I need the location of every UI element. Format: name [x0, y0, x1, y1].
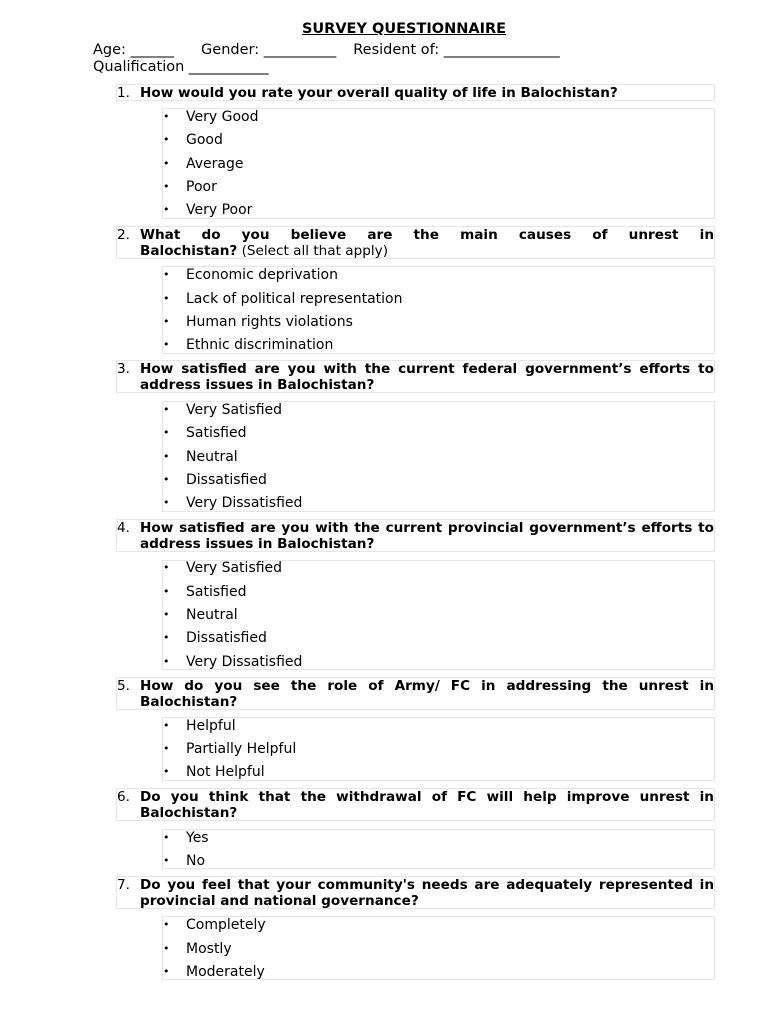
- option-label: Very Satisfied: [186, 560, 283, 576]
- bullet-icon: •: [163, 719, 170, 732]
- qualification-field[interactable]: Qualification ___________: [93, 59, 269, 75]
- bullet-icon: •: [163, 496, 170, 509]
- question-2: [116, 226, 715, 259]
- bullet-icon: •: [163, 268, 170, 281]
- question-text: What do you believe are the main causes of unrest in Balochistan? (Select all that apply): [140, 227, 714, 259]
- options-3: [162, 401, 715, 512]
- question-5: [116, 677, 715, 710]
- options-5: [162, 717, 715, 781]
- question-number: 2.: [117, 227, 130, 243]
- question-text: How satisfied are you with the current provincial government’s efforts to address issues in Balochistan?: [140, 520, 714, 552]
- question-number: 4.: [117, 520, 130, 536]
- document-title: SURVEY QUESTIONNAIRE: [301, 21, 507, 37]
- option-label: Very Poor: [186, 202, 253, 218]
- question-3: [116, 360, 715, 393]
- question-text: Do you feel that your community's needs are adequately represented in provincial and national governance?: [140, 877, 714, 909]
- question-number: 6.: [117, 789, 130, 805]
- bullet-icon: •: [163, 561, 170, 574]
- option-label: Neutral: [186, 449, 238, 465]
- option-label: Completely: [186, 917, 266, 933]
- option-label: Dissatisfied: [186, 630, 267, 646]
- option-label: Very Good: [186, 109, 259, 125]
- option-label: Helpful: [186, 718, 236, 734]
- option-label: Satisfied: [186, 584, 247, 600]
- option-label: Lack of political representation: [186, 291, 403, 307]
- age-field[interactable]: Age: ______: [93, 42, 175, 58]
- bullet-icon: •: [163, 338, 170, 351]
- option-label: Very Dissatisfied: [186, 495, 303, 511]
- question-6: [116, 788, 715, 821]
- option-label: Human rights violations: [186, 314, 353, 330]
- bullet-icon: •: [163, 918, 170, 931]
- bullet-icon: •: [163, 403, 170, 416]
- bullet-icon: •: [163, 942, 170, 955]
- bullet-icon: •: [163, 292, 170, 305]
- question-text: Do you think that the withdrawal of FC will help improve unrest in Balochistan?: [140, 789, 714, 821]
- bullet-icon: •: [163, 854, 170, 867]
- bullet-icon: •: [163, 965, 170, 978]
- question-7: [116, 876, 715, 909]
- option-label: Average: [186, 156, 244, 172]
- question-number: 1.: [117, 85, 130, 101]
- bullet-icon: •: [163, 450, 170, 463]
- bullet-icon: •: [163, 655, 170, 668]
- question-4: [116, 519, 715, 552]
- bullet-icon: •: [163, 473, 170, 486]
- option-label: Partially Helpful: [186, 741, 297, 757]
- bullet-icon: •: [163, 426, 170, 439]
- bullet-icon: •: [163, 831, 170, 844]
- respondent-fields: [93, 42, 560, 76]
- bullet-icon: •: [163, 315, 170, 328]
- option-label: Very Satisfied: [186, 402, 283, 418]
- question-number: 5.: [117, 678, 130, 694]
- option-label: Neutral: [186, 607, 238, 623]
- resident-field[interactable]: Resident of: ________________: [353, 42, 560, 58]
- bullet-icon: •: [163, 765, 170, 778]
- question-text: How satisfied are you with the current federal government’s efforts to address issues in Balochistan?: [140, 361, 714, 393]
- option-label: Mostly: [186, 941, 232, 957]
- bullet-icon: •: [163, 157, 170, 170]
- question-1: [116, 84, 715, 101]
- bullet-icon: •: [163, 742, 170, 755]
- option-label: Moderately: [186, 964, 265, 980]
- question-number: 3.: [117, 361, 130, 377]
- options-2: [162, 266, 715, 354]
- bullet-icon: •: [163, 585, 170, 598]
- options-1: [162, 108, 715, 219]
- bullet-icon: •: [163, 608, 170, 621]
- option-label: Dissatisfied: [186, 472, 267, 488]
- bullet-icon: •: [163, 110, 170, 123]
- bullet-icon: •: [163, 133, 170, 146]
- option-label: Poor: [186, 179, 217, 195]
- option-label: Yes: [186, 830, 209, 846]
- question-number: 7.: [117, 877, 130, 893]
- option-label: No: [186, 853, 206, 869]
- option-label: Satisfied: [186, 425, 247, 441]
- options-6: [162, 829, 715, 869]
- bullet-icon: •: [163, 631, 170, 644]
- bullet-icon: •: [163, 180, 170, 193]
- gender-field[interactable]: Gender: __________: [201, 42, 337, 58]
- option-label: Very Dissatisfied: [186, 654, 303, 670]
- question-text: How do you see the role of Army/ FC in addressing the unrest in Balochistan?: [140, 678, 714, 710]
- bullet-icon: •: [163, 203, 170, 216]
- question-text: How would you rate your overall quality of life in Balochistan?: [140, 85, 618, 101]
- option-label: Good: [186, 132, 223, 148]
- options-4: [162, 560, 715, 670]
- options-7: [162, 916, 715, 980]
- option-label: Ethnic discrimination: [186, 337, 334, 353]
- option-label: Economic deprivation: [186, 267, 338, 283]
- option-label: Not Helpful: [186, 764, 265, 780]
